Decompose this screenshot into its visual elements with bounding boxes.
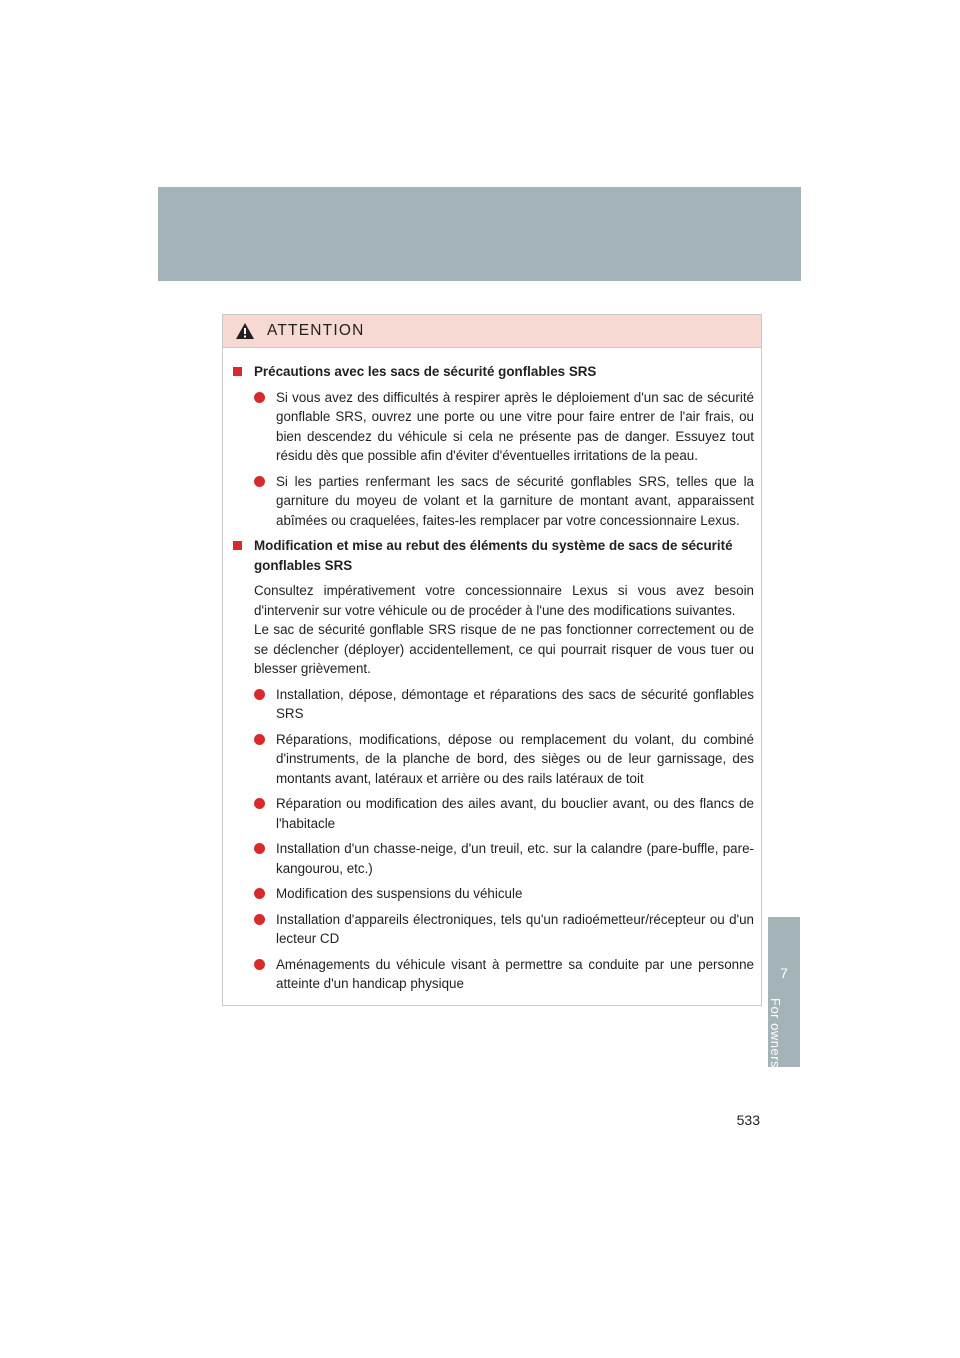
bullet-dot-icon [254, 959, 265, 970]
chapter-number: 7 [780, 965, 788, 981]
page-number: 533 [736, 1112, 760, 1128]
section-title-text: Précautions avec les sacs de sécurité gonflables SRS [254, 364, 597, 379]
chapter-label: For owners [768, 998, 783, 1069]
attention-title: ATTENTION [267, 322, 365, 339]
list-item [254, 910, 754, 949]
square-bullet-icon [233, 367, 242, 376]
list-item-text: Installation d'un chasse-neige, d'un treuil, etc. sur la calandre (pare-buffle, pare-kangourou, etc.) [276, 841, 754, 876]
list-item [254, 730, 754, 789]
list-item-text: Installation, dépose, démontage et réparations des sacs de sécurité gonflables SRS [276, 686, 754, 721]
list-item-text: Aménagements du véhicule visant à permettre sa conduite par une personne atteinte d'un handicap physique [276, 956, 754, 991]
section-title [232, 536, 754, 575]
list-item-text: Si vous avez des difficultés à respirer après le déploiement d'un sac de sécurité gonflable SRS, ouvrez une porte ou une vitre pour faire entrer de l'air frais, ou bien descendez du véhicule si cela ne présente pas de danger. Essuyez tout résidu dès que possible afin d'éviter d'éventuelles irritations de la peau. [276, 389, 754, 463]
list-item-text: Installation d'appareils électroniques, tels qu'un radioémetteur/récepteur ou d'un lecteur CD [276, 911, 754, 946]
section-title-text: Modification et mise au rebut des éléments du système de sacs de sécurité gonflables SRS [254, 538, 733, 573]
list-item [254, 685, 754, 724]
list-item [254, 388, 754, 466]
attention-box [222, 314, 762, 1006]
list-item [254, 884, 754, 904]
section-title [232, 362, 754, 382]
bullet-dot-icon [254, 914, 265, 925]
bullet-dot-icon [254, 476, 265, 487]
warning-icon [235, 322, 255, 340]
bullet-dot-icon [254, 888, 265, 899]
bullet-dot-icon [254, 843, 265, 854]
list-item-text: Réparation ou modification des ailes avant, du bouclier avant, ou des flancs de l'habitacle [276, 796, 754, 831]
attention-header [223, 315, 761, 348]
list-item [254, 794, 754, 833]
square-bullet-icon [233, 541, 242, 550]
bullet-dot-icon [254, 798, 265, 809]
list-item [254, 472, 754, 531]
list-item-text: Si les parties renfermant les sacs de sécurité gonflables SRS, telles que la garniture du moyeu de volant et la garniture de montant avant, apparaissent abîmées ou craquelées, faites-les remplacer par votre concessionnaire Lexus. [276, 473, 754, 528]
bullet-dot-icon [254, 734, 265, 745]
list-item-text: Modification des suspensions du véhicule [276, 886, 523, 901]
list-item [254, 955, 754, 994]
paragraph: Le sac de sécurité gonflable SRS risque de ne pas fonctionner correctement ou de se déclencher (déployer) accidentellement, ce qui pourrait risquer de vous tuer ou blesser grièvement. [254, 622, 754, 676]
paragraph: Consultez impérativement votre concessionnaire Lexus si vous avez besoin d'intervenir sur votre véhicule ou de procéder à l'une des modifications suivantes. [254, 583, 754, 618]
header-band [158, 187, 801, 281]
list-item [254, 839, 754, 878]
list-item-text: Réparations, modifications, dépose ou remplacement du volant, du combiné d'instruments, de la planche de bord, des sièges ou de leur garnissage, des montants avant, latéraux et arrière ou des rails latéraux de toit [276, 731, 754, 786]
bullet-dot-icon [254, 392, 265, 403]
bullet-dot-icon [254, 689, 265, 700]
attention-body [223, 348, 761, 994]
